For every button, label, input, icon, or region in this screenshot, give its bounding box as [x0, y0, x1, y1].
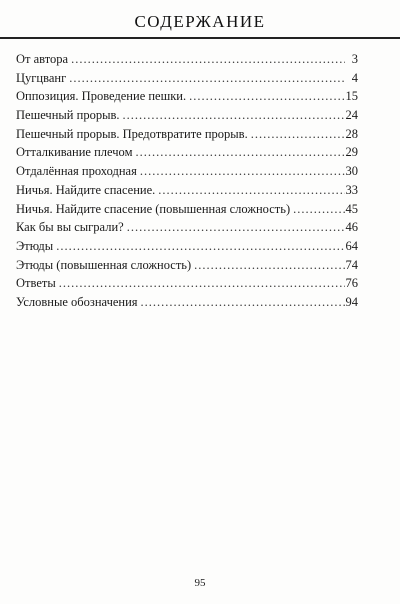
header-rule: [0, 37, 400, 39]
toc-entry-label: Как бы вы сыграли?: [16, 220, 124, 235]
toc-entry: [16, 164, 358, 183]
toc-entry: [16, 127, 358, 146]
toc-entry-page: 24: [345, 108, 358, 123]
toc-entry-page: 64: [345, 238, 358, 253]
toc-entry-page: 4: [351, 70, 358, 85]
toc-entry: [16, 239, 358, 258]
toc-entry-page: 94: [345, 294, 358, 309]
toc-entry-label: Ничья. Найдите спасение (повышенная сложность): [16, 201, 291, 216]
toc-entry: [16, 295, 358, 314]
table-of-contents: [16, 52, 358, 314]
toc-leader-dots: [135, 145, 344, 160]
toc-leader-dots: [140, 164, 345, 179]
toc-entry-label: Ответы: [16, 276, 56, 291]
toc-entry-page: 46: [345, 220, 358, 235]
toc-entry-label: Оппозиция. Проведение пешки.: [16, 89, 187, 104]
toc-entry-page: 74: [345, 257, 358, 272]
toc-entry: [16, 220, 358, 239]
toc-entry-page: 33: [345, 182, 358, 197]
toc-leader-dots: [251, 127, 345, 142]
page-number: 95: [194, 577, 206, 589]
toc-entry: [16, 145, 358, 164]
toc-entry: [16, 52, 358, 71]
toc-entry: [16, 276, 358, 295]
toc-leader-dots: [158, 183, 344, 198]
toc-leader-dots: [56, 239, 344, 254]
toc-entry-label: Условные обозначения: [16, 294, 138, 309]
toc-entry-page: 45: [345, 201, 358, 216]
toc-leader-dots: [194, 258, 344, 273]
toc-leader-dots: [141, 295, 345, 310]
page-title: СОДЕРЖАНИЕ: [134, 12, 266, 31]
toc-leader-dots: [127, 220, 345, 235]
toc-entry-label: Отталкивание плечом: [16, 145, 133, 160]
toc-leader-dots: [293, 202, 344, 217]
toc-entry: [16, 71, 358, 90]
toc-leader-dots: [189, 89, 344, 104]
toc-leader-dots: [69, 71, 345, 86]
toc-entry-label: Этюды: [16, 238, 54, 253]
toc-entry-label: Пешечный прорыв.: [16, 108, 120, 123]
toc-entry-label: Цугцванг: [16, 70, 67, 85]
toc-entry-page: 30: [345, 164, 358, 179]
toc-entry: [16, 89, 358, 108]
toc-entry-label: От автора: [16, 52, 69, 66]
toc-entry-page: 28: [345, 126, 358, 141]
toc-entry-page: 15: [345, 89, 358, 104]
toc-entry-page: 3: [351, 52, 358, 66]
toc-entry: [16, 108, 358, 127]
toc-entry-label: Пешечный прорыв. Предотвратите прорыв.: [16, 126, 248, 141]
toc-entry-label: Этюды (повышенная сложность): [16, 257, 192, 272]
toc-leader-dots: [59, 276, 345, 291]
toc-leader-dots: [123, 108, 345, 123]
toc-entry: [16, 258, 358, 277]
toc-entry-page: 76: [345, 276, 358, 291]
toc-leader-dots: [71, 52, 345, 67]
toc-entry-label: Ничья. Найдите спасение.: [16, 182, 156, 197]
toc-entry-label: Отдалённая проходная: [16, 164, 137, 179]
toc-entry: [16, 202, 358, 221]
toc-entry: [16, 183, 358, 202]
toc-entry-page: 29: [345, 145, 358, 160]
